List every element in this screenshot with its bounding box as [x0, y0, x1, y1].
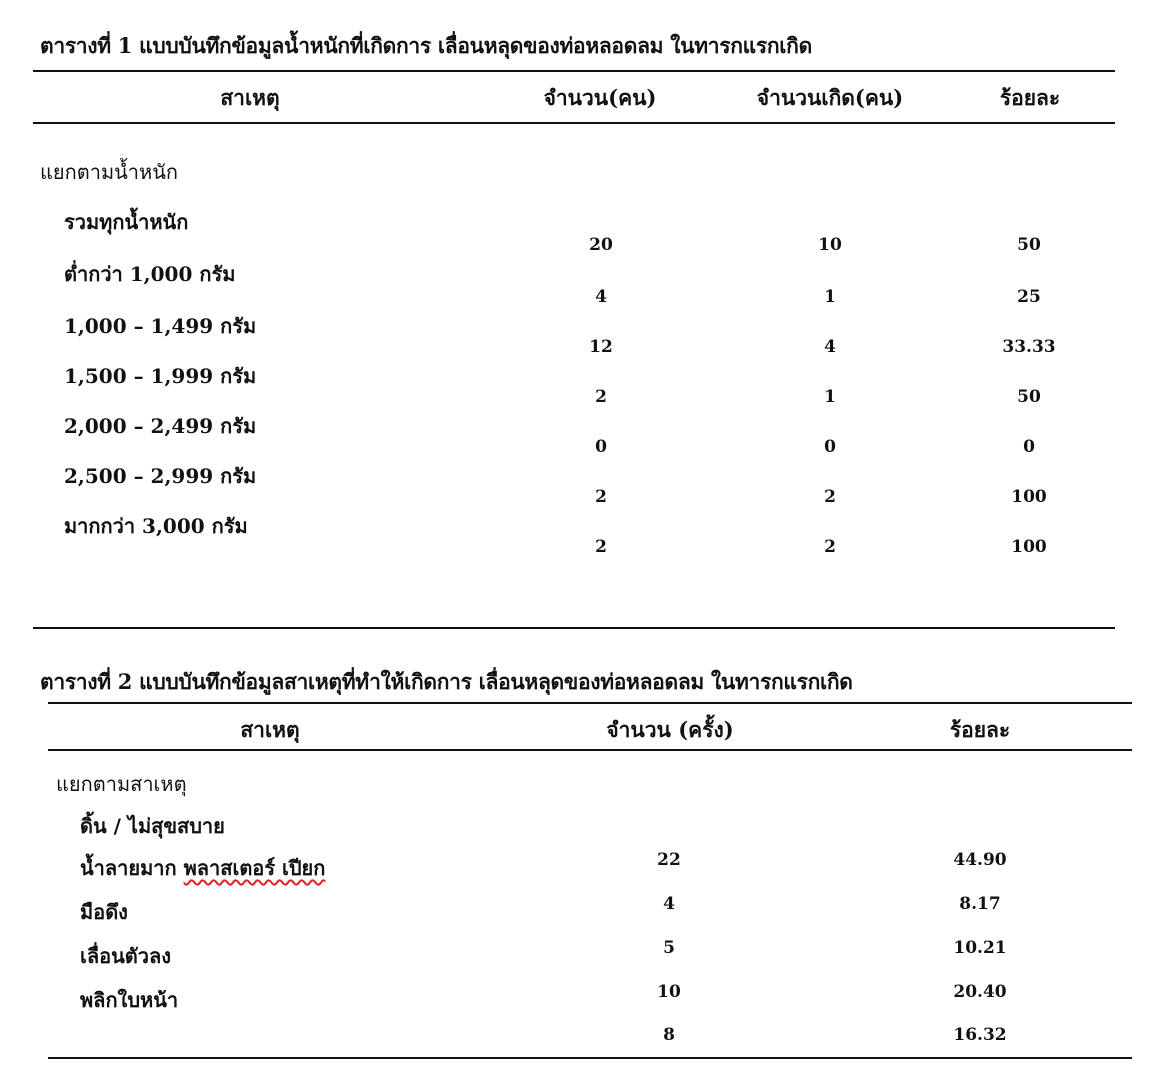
table1-cell: 0 — [824, 437, 836, 457]
table1-cell: 1 — [824, 287, 836, 307]
table1-cell: 0 — [1023, 437, 1035, 457]
table1-cell: 100 — [1011, 537, 1047, 557]
table2-bottom-rule — [48, 1057, 1132, 1059]
table2-cell: 5 — [663, 938, 675, 958]
table1-row-label: 2,000 – 2,499 กรัม — [64, 414, 257, 438]
table2-caption: ตารางที่ 2 แบบบันทึกข้อมูลสาเหตุที่ทำให้เกิดการ เลื่อนหลุดของท่อหลอดลม ในทารกแรกเกิด — [40, 669, 853, 694]
table1-cell: 50 — [1017, 387, 1041, 407]
table1-cell: 2 — [824, 537, 836, 557]
table1-header-cause: สาเหตุ — [220, 85, 280, 110]
table2-header-rule — [48, 749, 1132, 751]
table1-cell: 2 — [595, 537, 607, 557]
table2-section-label: แยกตามสาเหตุ — [56, 772, 187, 796]
table1-row-label: 1,500 – 1,999 กรัม — [64, 364, 257, 388]
table1-section-label: แยกตามน้ำหนัก — [40, 160, 178, 184]
table1-cell: 4 — [595, 287, 607, 307]
table1-bottom-rule — [33, 627, 1115, 629]
table1-caption: ตารางที่ 1 แบบบันทึกข้อมูลน้ำหนักที่เกิดการ เลื่อนหลุดของท่อหลอดลม ในทารกแรกเกิด — [40, 33, 812, 58]
table2-row-label: ดิ้น / ไม่สุขสบาย — [80, 814, 225, 838]
table2-cell: 4 — [663, 894, 675, 914]
table1-cell: 4 — [824, 337, 836, 357]
table1-row-label: รวมทุกน้ำหนัก — [64, 210, 189, 234]
table1-cell: 20 — [589, 235, 613, 255]
table2-cell: 10 — [657, 982, 681, 1002]
table1-header-count: จำนวน(คน) — [543, 85, 657, 110]
table1-top-rule — [33, 70, 1115, 72]
table2-top-rule — [48, 702, 1132, 704]
table2-cell: 20.40 — [953, 982, 1007, 1002]
table1-cell: 12 — [589, 337, 613, 357]
table1-cell: 2 — [595, 487, 607, 507]
table1-header-percent: ร้อยละ — [999, 85, 1061, 110]
table1-row-label: 1,000 – 1,499 กรัม — [64, 314, 257, 338]
table2-cell: 8 — [663, 1025, 675, 1045]
table2-cell: 22 — [657, 850, 681, 870]
plaster-wet-text: พลาสเตอร์ เปียก — [183, 856, 326, 880]
table2-cell: 16.32 — [953, 1025, 1007, 1045]
table2-cell: 8.17 — [959, 894, 1001, 914]
saliva-text: น้ำลายมาก — [80, 856, 177, 880]
table1-cell: 50 — [1017, 235, 1041, 255]
table2-cell: 10.21 — [953, 938, 1007, 958]
table2-header-cause: สาเหตุ — [240, 717, 300, 742]
table2-header-count: จำนวน (ครั้ง) — [606, 717, 734, 742]
table2-row-label: เลื่อนตัวลง — [80, 944, 172, 968]
table1-cell: 10 — [818, 235, 842, 255]
table1-cell: 25 — [1017, 287, 1041, 307]
table1-row-label: ต่ำกว่า 1,000 กรัม — [64, 262, 236, 286]
table1-header-occurred: จำนวนเกิด(คน) — [756, 85, 904, 110]
table2-cell: 44.90 — [953, 850, 1007, 870]
table2-row-label: พลิกใบหน้า — [80, 988, 179, 1012]
table1-cell: 2 — [595, 387, 607, 407]
table2-row-label-saliva — [80, 852, 325, 884]
table1-cell: 100 — [1011, 487, 1047, 507]
table2-header-percent: ร้อยละ — [949, 717, 1011, 742]
table1-cell: 0 — [595, 437, 607, 457]
table2-row-label: มือดึง — [80, 900, 128, 924]
table1-cell: 2 — [824, 487, 836, 507]
table1-cell: 1 — [824, 387, 836, 407]
table1-cell: 33.33 — [1002, 337, 1056, 357]
table1-row-label: 2,500 – 2,999 กรัม — [64, 464, 257, 488]
table1-row-label: มากกว่า 3,000 กรัม — [64, 514, 248, 538]
table1-header-rule — [33, 122, 1115, 124]
